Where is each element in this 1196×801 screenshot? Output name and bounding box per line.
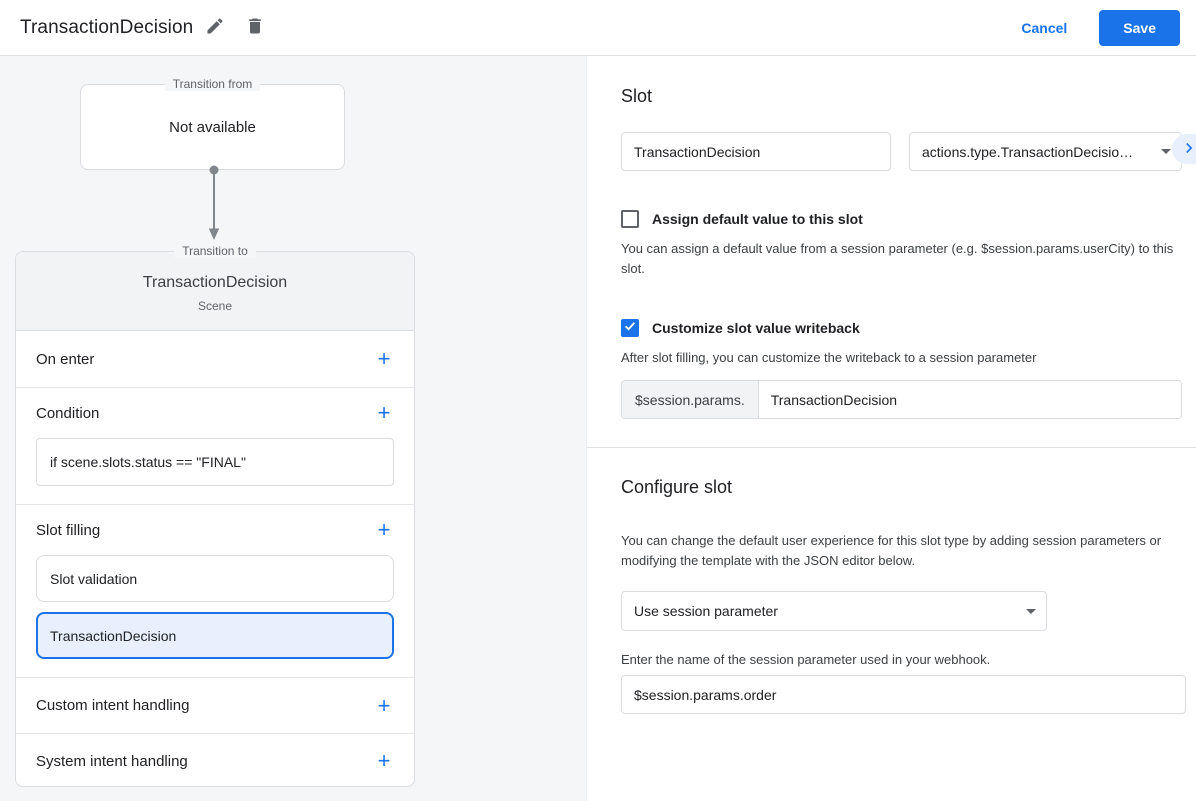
trash-icon — [245, 16, 265, 39]
page-title: TransactionDecision — [20, 16, 194, 38]
transition-from-legend: Transition from — [165, 77, 261, 91]
webhook-param-label: Enter the name of the session parameter used in your webhook. — [621, 652, 991, 667]
check-icon — [623, 319, 637, 338]
edit-scene-button[interactable] — [197, 10, 233, 46]
add-slot-icon[interactable]: + — [377, 517, 391, 542]
flow-arrow-icon — [205, 165, 223, 246]
save-button[interactable]: Save — [1099, 10, 1180, 46]
slot-item-validation[interactable]: Slot validation — [36, 555, 394, 602]
slot-filling-label: Slot filling — [36, 521, 101, 539]
dropdown-caret-icon — [1026, 609, 1036, 614]
dropdown-caret-icon — [1161, 149, 1171, 154]
slot-name-input[interactable] — [621, 132, 891, 171]
slot-heading: Slot — [621, 86, 653, 106]
condition-section — [16, 387, 414, 486]
assign-default-description: You can assign a default value from a session parameter (e.g. $session.params.userCity) to this slot. — [621, 241, 1174, 276]
configure-slot-heading: Configure slot — [621, 477, 733, 497]
writeback-field — [621, 380, 1182, 419]
chevron-right-icon — [1179, 138, 1196, 161]
scene-type-label: Scene — [197, 299, 233, 313]
collapse-panel-button[interactable] — [1172, 134, 1196, 164]
condition-label: Condition — [36, 404, 100, 422]
customize-writeback-label: Customize slot value writeback — [652, 320, 860, 336]
transition-to-card — [15, 244, 415, 787]
slot-item-transaction-decision[interactable]: TransactionDecision — [36, 612, 394, 659]
slot-type-value: actions.type.TransactionDecisio… — [922, 143, 1134, 160]
assign-default-checkbox-row[interactable] — [621, 210, 1186, 228]
on-enter-row[interactable] — [16, 331, 414, 387]
webhook-param-input[interactable] — [621, 675, 1186, 714]
scene-flow-canvas — [0, 56, 586, 801]
transition-from-value: Not available — [169, 118, 256, 136]
custom-intent-row[interactable] — [16, 677, 414, 733]
writeback-prefix: $session.params. — [622, 381, 759, 418]
transition-to-legend: Transition to — [174, 244, 256, 258]
custom-intent-label: Custom intent handling — [36, 697, 190, 714]
add-condition-icon[interactable]: + — [377, 400, 391, 425]
system-intent-row[interactable] — [16, 733, 414, 788]
slot-config-select[interactable] — [621, 591, 1047, 631]
slot-config-value: Use session parameter — [634, 603, 778, 619]
topbar — [0, 0, 1196, 56]
add-system-intent-icon[interactable]: + — [377, 748, 391, 773]
add-on-enter-icon[interactable]: + — [377, 346, 391, 371]
assign-default-checkbox[interactable] — [621, 210, 639, 228]
scene-card-header[interactable] — [16, 252, 414, 331]
system-intent-label: System intent handling — [36, 752, 188, 770]
add-custom-intent-icon[interactable]: + — [377, 692, 391, 718]
delete-scene-button[interactable] — [237, 10, 273, 46]
slot-type-select[interactable] — [909, 132, 1182, 171]
on-enter-label: On enter — [36, 350, 95, 368]
configure-slot-description: You can change the default user experience for this slot type by adding session parameters or modifying the template with the JSON editor below. — [621, 533, 1162, 568]
condition-item[interactable]: if scene.slots.status == "FINAL" — [36, 438, 394, 486]
writeback-input[interactable] — [759, 381, 1181, 418]
scene-name: TransactionDecision — [142, 274, 288, 291]
pencil-icon — [205, 16, 225, 39]
assign-default-label: Assign default value to this slot — [652, 211, 863, 227]
customize-writeback-checkbox-row[interactable] — [621, 319, 1186, 337]
transition-from-box — [80, 77, 345, 170]
customize-writeback-checkbox[interactable] — [621, 319, 639, 337]
slot-detail-panel — [586, 56, 1196, 801]
slot-filling-section — [16, 504, 414, 677]
cancel-button[interactable]: Cancel — [1005, 12, 1083, 44]
customize-writeback-description: After slot filling, you can customize the writeback to a session parameter — [621, 350, 1037, 365]
